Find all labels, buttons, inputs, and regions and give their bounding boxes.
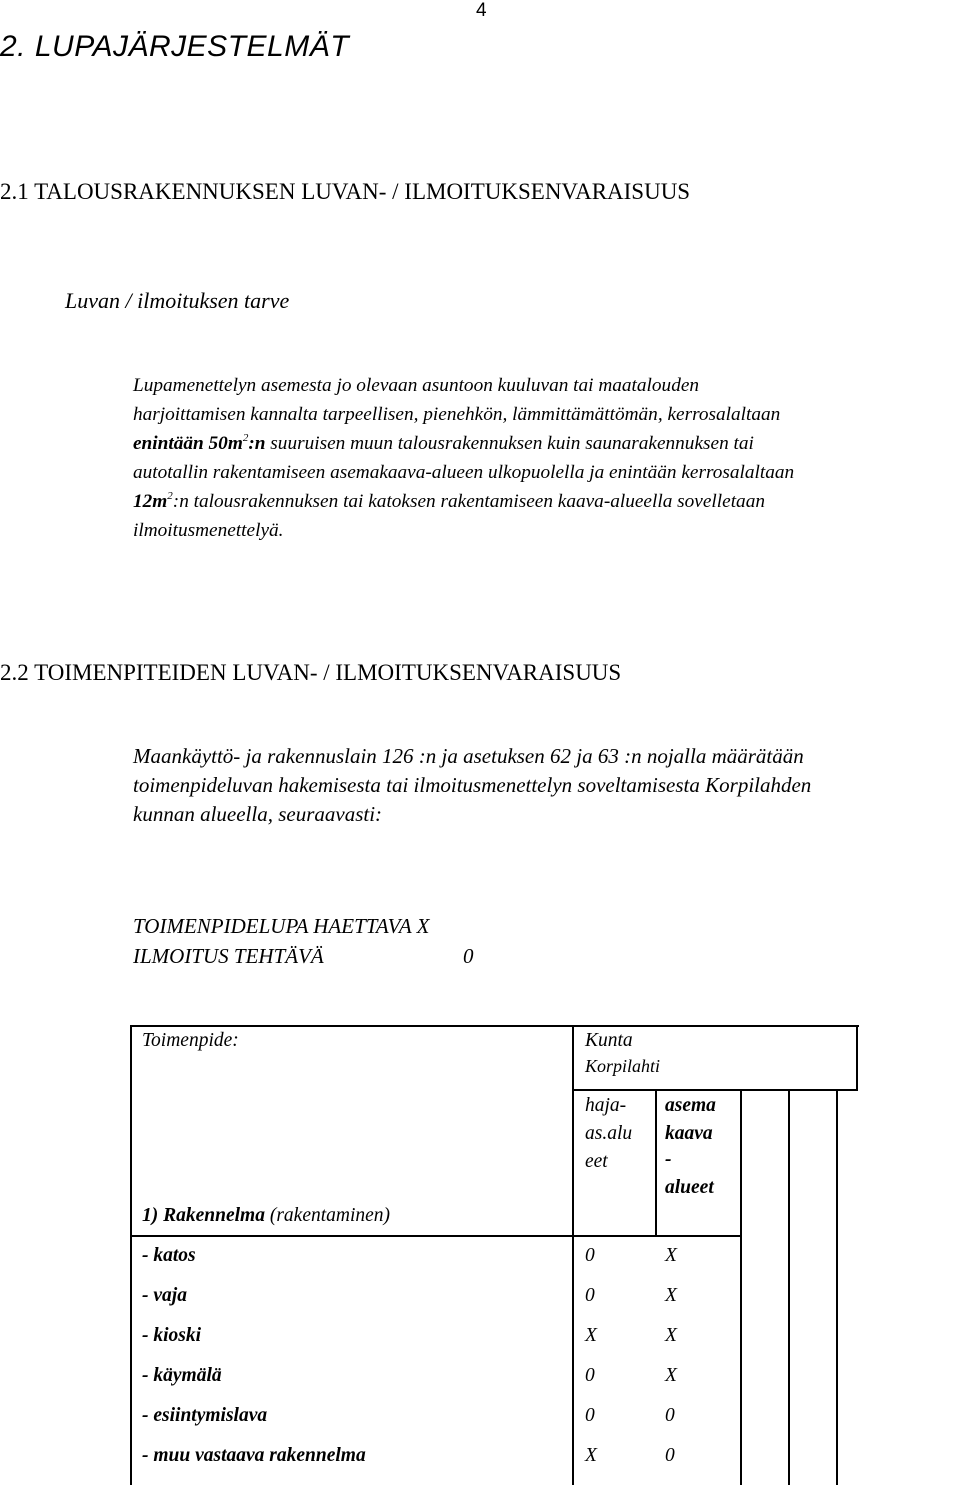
- superscript: 2: [242, 432, 249, 444]
- section-2-1-paragraph: [133, 371, 794, 545]
- table-border-top: [130, 1025, 859, 1027]
- table-row-label: - esiintymislava: [142, 1405, 268, 1426]
- table-row-plan: X: [665, 1365, 677, 1386]
- paragraph-line: Lupamenettelyn asemesta jo olevaan asuntoon kuuluvan tai maatalouden: [133, 375, 700, 396]
- page-number: 4: [476, 0, 487, 21]
- table-header-municipality-name: Korpilahti: [585, 1056, 661, 1076]
- table-divider-action: [572, 1025, 574, 1485]
- paragraph-text: :n talousrakennuksen tai katoksen rakentamiseen kaava-alueella sovelletaan: [172, 491, 765, 512]
- table-border-left: [130, 1025, 132, 1485]
- chapter-title: 2. LUPAJÄRJESTELMÄT: [0, 30, 350, 63]
- table-row-scattered: 0: [585, 1405, 595, 1426]
- paragraph-line: toimenpideluvan hakemisesta tai ilmoitusmenettelyn soveltamisesta Korpilahden: [133, 773, 812, 797]
- table-header-plan-2: kaava: [665, 1123, 713, 1144]
- group-label-bold: 1) Rakennelma: [142, 1205, 265, 1226]
- paragraph-line: ilmoitusmenettelyä.: [133, 520, 284, 541]
- paragraph-line: kunnan alueella, seuraavasti:: [133, 802, 383, 826]
- table-row-label: - vaja: [142, 1285, 187, 1306]
- table-row-plan: X: [665, 1285, 677, 1306]
- table-divider-empty-1: [788, 1089, 790, 1485]
- table-row-plan: X: [665, 1245, 677, 1266]
- table-header-scattered-3: eet: [585, 1151, 608, 1172]
- legend-notice: [133, 944, 474, 969]
- table-row-label: - käymälä: [142, 1365, 222, 1386]
- section-2-2-paragraph: [133, 742, 811, 829]
- table-divider-empty-2: [836, 1089, 838, 1485]
- table-row-label: - katos: [142, 1245, 196, 1266]
- table-header-municipality: Kunta: [585, 1030, 633, 1051]
- table-row-plan: 0: [665, 1405, 675, 1426]
- bold-text: enintään 50m: [133, 433, 243, 454]
- bold-text: 12m: [133, 491, 168, 512]
- table-border-right-header: [856, 1025, 858, 1091]
- permit-table: [130, 1025, 860, 1487]
- legend-notice-label: ILMOITUS TEHTÄVÄ: [133, 944, 324, 968]
- table-row-scattered: 0: [585, 1245, 595, 1266]
- group-label-rest: (rakentaminen): [264, 1205, 391, 1226]
- table-row-plan: 0: [665, 1445, 675, 1466]
- section-2-2-heading: 2.2 TOIMENPITEIDEN LUVAN- / ILMOITUKSENVARAISUUS: [0, 660, 622, 685]
- table-group-label: [142, 1205, 390, 1227]
- paragraph-line: [133, 429, 794, 458]
- table-header-plan-4: alueet: [665, 1177, 714, 1198]
- table-row-scattered: X: [585, 1325, 597, 1346]
- bold-text: :n: [248, 433, 266, 454]
- table-row-label: - kioski: [142, 1325, 202, 1346]
- paragraph-line: harjoittamisen kannalta tarpeellisen, pienehkön, lämmittämättömän, kerrosalaltaan: [133, 404, 781, 425]
- legend-notice-value: 0: [463, 944, 474, 968]
- table-header-action: Toimenpide:: [142, 1030, 239, 1051]
- paragraph-line: Maankäyttö- ja rakennuslain 126 :n ja asetuksen 62 ja 63 :n nojalla määrätään: [133, 744, 804, 768]
- table-divider-group: [130, 1235, 740, 1237]
- table-row-label: - muu vastaava rakennelma: [142, 1445, 366, 1466]
- table-row-scattered: 0: [585, 1365, 595, 1386]
- section-2-1-heading: 2.1 TALOUSRAKENNUKSEN LUVAN- / ILMOITUKSENVARAISUUS: [0, 179, 691, 204]
- table-divider-scattered: [655, 1089, 657, 1235]
- table-header-plan-1: asema: [665, 1095, 716, 1116]
- table-header-plan-3: -: [665, 1149, 672, 1170]
- table-row-plan: X: [665, 1325, 677, 1346]
- paragraph-text: suuruisen muun talousrakennuksen kuin saunarakennuksen tai: [265, 433, 754, 454]
- table-header-scattered-1: haja-: [585, 1095, 627, 1116]
- table-divider-municipality: [572, 1089, 858, 1091]
- table-header-scattered-2: as.alu: [585, 1123, 633, 1144]
- paragraph-line: [133, 487, 794, 516]
- section-2-1-subheading: Luvan / ilmoituksen tarve: [65, 288, 290, 313]
- superscript: 2: [167, 490, 173, 502]
- paragraph-line: autotallin rakentamiseen asemakaava-alueen ulkopuolella ja enintään kerrosalaltaan: [133, 462, 795, 483]
- table-row-scattered: X: [585, 1445, 597, 1466]
- table-row-scattered: 0: [585, 1285, 595, 1306]
- table-divider-plan: [740, 1089, 742, 1485]
- legend-permit: TOIMENPIDELUPA HAETTAVA X: [133, 914, 430, 938]
